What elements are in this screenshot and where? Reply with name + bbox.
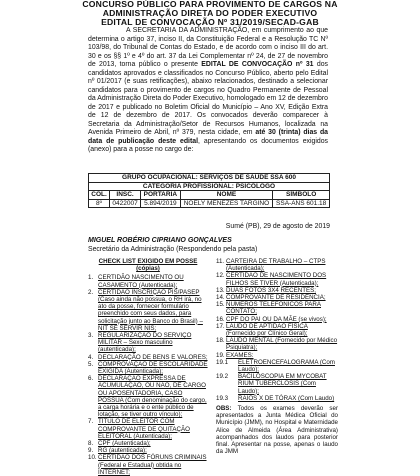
column-header: NOME [180, 191, 273, 200]
checklist-item-number: 18. [216, 337, 225, 345]
checklist-item-number: 1. [88, 274, 94, 282]
header-line-1: CONCURSO PÚBLICO PARA PROVIMENTO DE CARGOS NA [82, 0, 338, 9]
checklist-item-number: 2. [88, 288, 94, 296]
checklist-item [216, 395, 338, 402]
checklist-item [88, 361, 208, 375]
table-group-heading: GRUPO OCUPACIONAL: SERVIÇOS DE SAÚDE SSA 600 [89, 174, 330, 183]
checklist-item [216, 373, 338, 395]
paragraph-end: , apresentando os documentos exigidos (anexo) para a posse no cargo de: [88, 137, 328, 153]
edital-body [88, 27, 328, 155]
checklist-item-text: ELETROENCEFALOGRAMA (Com Laudo); [238, 358, 335, 374]
checklist-item-text: DUAS FOTOS 3X4 RECENTES; [226, 286, 316, 294]
checklist-item-number: 11. [216, 258, 225, 265]
checklist-item-text: NÚMEROS TELEFÔNICOS PARA CONTATO; [226, 301, 322, 316]
obs-text: Todos os exames deverão ser apresentados a Junta Médica Oficial do Município (JMM), no Hospital e Maternidade Alice de Almeida (Área Administrativa) acompanhados dos laudos para posterior final. Apresentar na posse, apenas o laudo da JMM [216, 405, 339, 456]
edital-number: EDITAL DE CONVOCAÇÃO nº 31 [201, 61, 314, 68]
checklist-item-number: 16. [216, 315, 225, 323]
checklist-item-text: COMPROVANTE DE RESIDÊNCIA; [226, 294, 326, 302]
checklist-item [88, 375, 208, 418]
checklist-item-number: 7. [88, 418, 94, 426]
checklist-item [216, 359, 338, 373]
checklist-item-text: CERTIDÃO DOS FÓRUNS CRIMINAIS (Federal e Estadual) obtida no INTERNET; [98, 454, 207, 476]
checklist-item-text: EXAMES: [226, 351, 254, 359]
checklist-item [88, 454, 208, 476]
header-line-2: ADMINISTRAÇÃO DIRETA DO PODER EXECUTIVO [102, 8, 318, 18]
checklist-item-text: RG (autenticada); [98, 447, 147, 455]
checklist-item [216, 294, 338, 301]
checklist-item-text: LAUDO MENTAL (Fornecido por Médico Psiquiatra); [226, 337, 338, 352]
signatory-name: MIGUEL ROBÉRIO CIPRIANO GONÇALVES [88, 237, 232, 244]
checklist-item-number: 4. [88, 353, 94, 361]
checklist-item [216, 352, 338, 359]
checklist-item-number: 5. [88, 360, 94, 368]
checklist-item [216, 337, 338, 351]
checklist-item-number: 8. [88, 440, 94, 448]
checklist-title: CHECK LIST EXIGIDO EM POSSE (cópias) [98, 258, 198, 273]
checklist-item-text: COMPROVAÇÃO DE ESCOLARIDADE EXIGIDA (Autenticada); [98, 360, 208, 376]
checklist-item-text: CPF DO PAI OU DA MÃE (se vivos); [226, 315, 327, 323]
table-cell: 8º [89, 199, 110, 208]
checklist-item-text: CPF (Autenticada); [98, 440, 151, 448]
checklist-item [216, 323, 338, 337]
checklist-item-text: REGULARIZAÇÃO DO SERVIÇO MILITAR – Sexo masculino (autenticada); [98, 332, 192, 354]
checklist-item-number: 19.2 [216, 373, 229, 381]
column-header: PORTARIA [141, 191, 180, 200]
checklist-item-text: CERTIDÃO NASCIMENTO OU CASAMENTO (Autenticada); [98, 274, 184, 289]
edital-paragraph [88, 27, 328, 155]
checklist-item-text: CARTEIRA DE TRABALHO – CTPS (Autenticada); [226, 258, 326, 273]
checklist-item-number: 19.3 [216, 394, 229, 402]
checklist-item [216, 272, 338, 286]
checklist-item-number: 13. [216, 286, 225, 294]
obs-note [216, 405, 338, 455]
table-header-row [89, 191, 330, 200]
table-cell: SSA-ANS 601.18 [273, 199, 330, 208]
checklist-item [216, 258, 338, 272]
checklist-item-number: 6. [88, 375, 94, 383]
checklist-item-text: CERTIDÃO DE NASCIMENTO DOS FILHOS SE TIVER (Autenticada); [226, 272, 327, 287]
checklist-item [88, 354, 208, 361]
table-cell: 0422007 [110, 199, 141, 208]
checklist-item-number: 15. [216, 301, 225, 309]
checklist-item-number: 12. [216, 272, 225, 280]
date-location: Sumé (PB), 29 de agosto de 2019 [225, 223, 330, 230]
checklist-item-text: CERTIDÃO INSCRIÇÃO PIS/PASEP (Caso ainda não possua, o RH irá, no ato da posse, fornecer formulário preenchido com seus dados, para solicitação junto ao Banco do Brasil) – NIT SE SERVIR NIS; [98, 288, 203, 332]
paragraph-middle: dos candidatos aprovados e classificados no Concurso Público, aberto pelo Edital nº 01/2017 (e suas retificações), abaixo relacionados, destinado a selecionar candidatos para o provimento de cargos no Quadro Permanente de Pessoal da Administração Direta do Poder Executivo, homologado em 12 de dezembro de 2017 e publicado no Boletim Oficial do Município – Ano XV, Edição Extra de 12 de dezembro de 2017. Os convocados deverão comparecer à Secretaria da Administração/Setor de Recursos Humanos, localizada na Avenida Primeiro de Abril, nº 379, nesta cidade, em [88, 61, 328, 136]
checklist-item-number: 19.1 [216, 358, 229, 366]
checklist-left-column [88, 258, 208, 476]
checklist-item [88, 274, 208, 288]
checklist-item-text: DECLARAÇÃO EXPRESSA DE ACUMULAÇÃO, OU NÃO, DE CARGO OU APOSENTADORIA, CASO POSSUA (Com denominação do cargo, a carga horária e o ente público de lotação, se tiver outro vínculo); [98, 375, 207, 419]
paragraph-intro: A SECRETARIA DA ADMINISTRAÇÃO, em cumprimento ao que determina o artigo 37, inciso II, da Constituição Federal e a Resolução TC Nº 103/98, do Tribunal de Contas do Estado, e de acordo com o inciso III do art. 30 e os §§ 1º e 4º do art. 37 da Lei Complementar nº 24, de 27 de novembro de 2013, torna público o presente [88, 27, 328, 68]
checklist-item-text: LAUDO DE APTIDÃO FÍSICA (Fornecido por Clínico Geral); [226, 322, 308, 338]
checklist-right-column [216, 258, 338, 455]
checklist-item [216, 287, 338, 294]
checklist-item [216, 301, 338, 315]
checklist-item-number: 10. [88, 454, 97, 462]
table-row [89, 199, 330, 208]
column-header: COL. [89, 191, 110, 200]
checklist-item [88, 289, 208, 332]
table-cell: NOELY MENEZES TARGINO [180, 199, 273, 208]
checklist-item-number: 17. [216, 322, 225, 330]
checklist-item-number: 3. [88, 332, 94, 340]
edital-title: EDITAL DE CONVOCAÇÃO Nº 31/2019/SECAD-GAB [101, 17, 319, 27]
table-category-heading: CATEGORIA PROFISSIONAL: PSICÓLOGO [89, 182, 330, 191]
column-header: INSC. [110, 191, 141, 200]
checklist-item [88, 447, 208, 454]
convocation-table [88, 173, 330, 208]
checklist-item [88, 418, 208, 440]
checklist-item-number: 19. [216, 351, 225, 359]
signatory-role: Secretário da Administração (Respondendo pela pasta) [88, 246, 258, 253]
checklist-item-number: 9. [88, 447, 94, 455]
table-cell: 5.894/2019 [141, 199, 180, 208]
checklist-item [88, 332, 208, 354]
obs-label: OBS: [216, 405, 232, 413]
checklist-item [216, 316, 338, 323]
checklist-item-number: 14. [216, 294, 225, 302]
checklist-item-text: RAIOS X DE TÓRAX (Com Laudo) [238, 394, 335, 402]
checklist-item-text: BACILOSCOPIA EM MYCOBAT RIUM TUBERCLOSIS (Com Laudo); [238, 373, 327, 395]
deadline-text: até 30 (trinta) dias da data de publicação deste edital [88, 129, 328, 145]
checklist-item-text: TÍTULO DE ELEITOR COM COMPROVANTE DE QUITAÇÃO ELEITORAL (Autenticada); [98, 418, 190, 440]
column-header: SÍMBOLO [273, 191, 330, 200]
checklist-item [88, 440, 208, 447]
checklist-item-text: DECLARAÇÃO DE BENS E VALORES; [98, 353, 208, 361]
